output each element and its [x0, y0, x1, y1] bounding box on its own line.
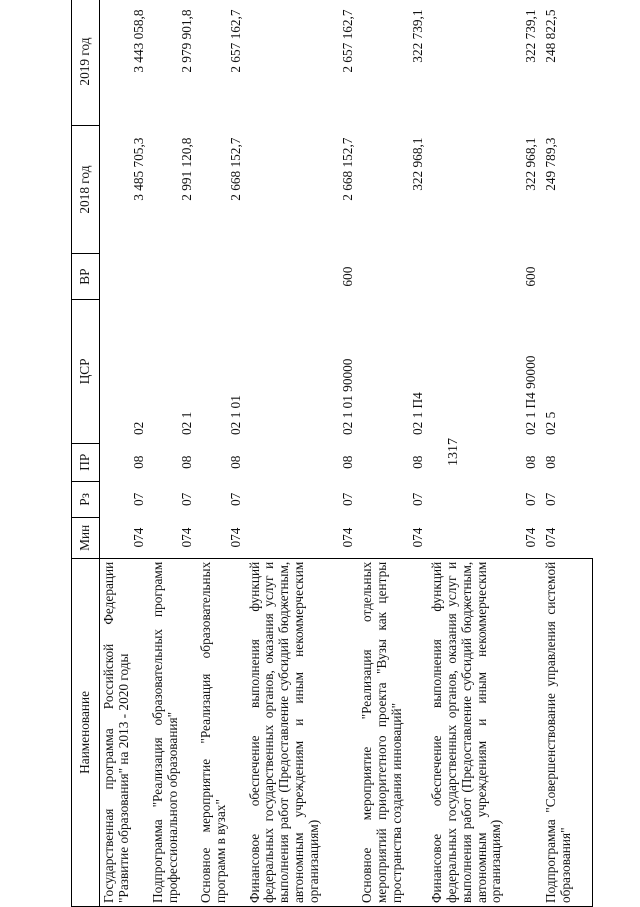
budget-table: [71, 0, 593, 907]
row-2019: 322 739,1: [410, 9, 426, 63]
table-row: [358, 0, 428, 907]
table-body: [100, 0, 593, 907]
row-rz: 07: [410, 492, 426, 507]
row-name: Основное мероприятие "Реализация отдельных мероприятий приоритетного проекта "Вузы как центры пространства создания инноваций": [358, 558, 428, 906]
row-2018: 322 968,1: [410, 137, 426, 191]
row-rz: 07: [179, 492, 195, 507]
row-pr: 08: [543, 455, 559, 469]
row-vr: [100, 254, 149, 300]
row-csr: 02 5: [543, 411, 559, 436]
row-name: Подпрограмма "Реализация образовательных программ профессионального образования": [149, 558, 197, 906]
header-csr: ЦСР: [72, 300, 100, 443]
row-name: Основное мероприятие "Реализация образовательных программ в вузах": [197, 558, 245, 906]
row-2018: 2 668 152,7: [340, 137, 356, 201]
row-rz: 07: [522, 492, 538, 507]
row-2019: 3 443 058,8: [130, 9, 146, 73]
row-vr: [149, 254, 197, 300]
table-row: [197, 0, 245, 907]
row-vr: [358, 254, 428, 300]
table-row: [540, 0, 592, 907]
header-2019: 2019 год: [72, 0, 100, 126]
row-vr: 600: [340, 266, 356, 287]
row-csr: 02 1 П4: [410, 392, 426, 436]
row-min: 074: [522, 527, 538, 548]
row-rz: 07: [227, 492, 243, 507]
header-row: [72, 0, 100, 907]
row-rz: 07: [340, 492, 356, 507]
row-pr: 08: [522, 455, 538, 469]
header-name: Наименование: [72, 558, 100, 906]
row-rz: 07: [543, 492, 559, 507]
row-min: 074: [227, 527, 243, 548]
row-name: Финансовое обеспечение выполнения функций федеральных государственных органов, оказания услуг и выполнения работ (Предоставление субсидий бюджетным, автономным учреждениям и иным некоммерческим организациям): [428, 558, 541, 906]
row-vr: [540, 254, 592, 300]
row-2018: 2 668 152,7: [227, 137, 243, 201]
header-min: Мин: [72, 517, 100, 558]
row-min: 074: [179, 527, 195, 548]
row-csr: 02 1: [179, 411, 195, 436]
row-name: Финансовое обеспечение выполнения функций федеральных государственных органов, оказания услуг и выполнения работ (Предоставление субсидий бюджетным, автономным учреждениям и иным некоммерческим организациям): [246, 558, 359, 906]
row-2018: 249 789,3: [543, 137, 559, 191]
row-csr: 02 1 01 90000: [340, 358, 356, 436]
row-vr: 600: [522, 266, 538, 287]
table-header: [72, 0, 100, 907]
header-2018: 2018 год: [72, 126, 100, 254]
row-min: 074: [410, 527, 426, 548]
row-2019: 2 979 901,8: [179, 9, 195, 73]
table-row: [246, 0, 359, 907]
row-vr: [197, 254, 245, 300]
row-name: Подпрограмма "Совершенствование управления системой образования": [540, 558, 592, 906]
row-2019: 2 657 162,7: [340, 9, 356, 73]
row-pr: 08: [410, 455, 426, 469]
row-csr: 02 1 01: [227, 395, 243, 436]
row-pr: 08: [340, 455, 356, 469]
row-2019: 2 657 162,7: [227, 9, 243, 73]
page-number: 1317: [446, 438, 461, 466]
row-rz: 07: [130, 492, 146, 507]
row-2018: 322 968,1: [522, 137, 538, 191]
row-pr: 08: [130, 455, 146, 469]
header-rz: Рз: [72, 481, 100, 517]
row-min: 074: [340, 527, 356, 548]
row-2018: 3 485 705,3: [130, 137, 146, 201]
row-2019: 248 822,5: [543, 9, 559, 63]
row-2019: 322 739,1: [522, 9, 538, 63]
header-vr: ВР: [72, 254, 100, 300]
row-csr: 02 1 П4 90000: [522, 355, 538, 436]
row-csr: 02: [130, 421, 146, 436]
table-row: [100, 0, 149, 907]
row-min: 074: [543, 527, 559, 548]
row-pr: 08: [179, 455, 195, 469]
row-min: 074: [130, 527, 146, 548]
header-pr: ПР: [72, 443, 100, 481]
table-row: [428, 0, 541, 907]
row-2018: 2 991 120,8: [179, 137, 195, 201]
row-pr: 08: [227, 455, 243, 469]
table-row: [149, 0, 197, 907]
row-name: Государственная программа Российской Федерации "Развитие образования" на 2013 - 2020 годы: [100, 558, 149, 906]
